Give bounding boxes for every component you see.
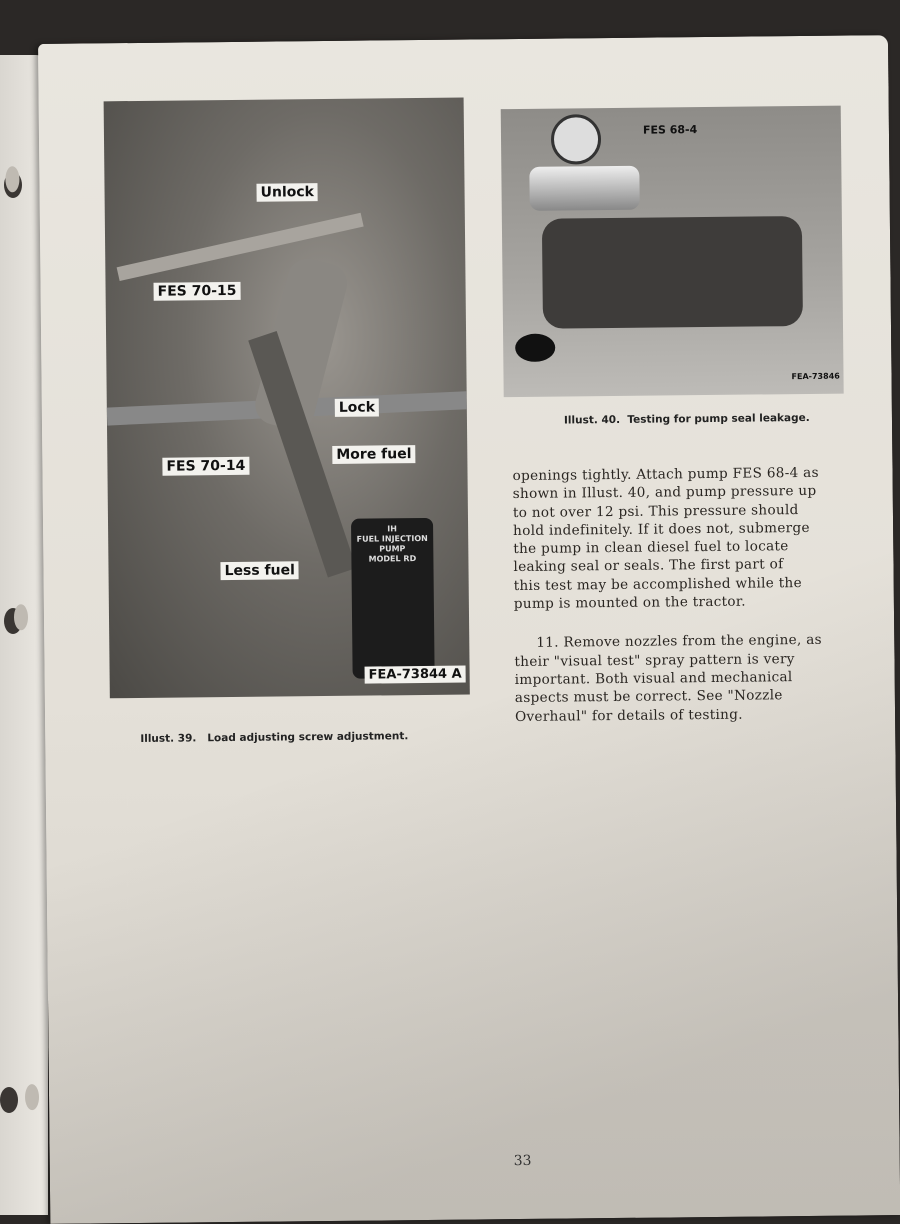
text-line: aspects must be correct. See "Nozzle	[514, 687, 783, 707]
label-fes-68-4: FES 68-4	[642, 123, 698, 137]
label-fes-70-15: FES 70-15	[154, 282, 241, 301]
pressure-gauge	[551, 114, 602, 165]
text-line: Overhaul" for details of testing.	[514, 706, 743, 725]
illust-40-caption: Illust. 40. Testing for pump seal leakage.	[563, 411, 810, 427]
binder-hole	[25, 1084, 39, 1110]
text-line: hold indefinitely. If it does not, submerge	[513, 519, 810, 539]
text-line: this test may be accomplished while the	[513, 574, 802, 594]
body-text	[512, 463, 885, 726]
illust-39-caption: Illust. 39. Load adjusting screw adjustment.	[140, 730, 409, 745]
nameplate-text: IH	[387, 524, 397, 534]
text-line: the pump in clean diesel fuel to locate	[513, 538, 789, 558]
nameplate-text: PUMP	[379, 544, 406, 554]
text-line: 11. Remove nozzles from the engine, as	[536, 632, 822, 652]
illust-40-photo	[501, 106, 844, 398]
binder-hole	[14, 604, 28, 630]
binder-hole	[5, 166, 19, 192]
text-line: shown in Illust. 40, and pump pressure up	[512, 483, 817, 503]
label-unlock: Unlock	[256, 183, 318, 202]
text-line: important. Both visual and mechanical	[514, 669, 793, 689]
text-line: openings tightly. Attach pump FES 68-4 as	[512, 464, 819, 485]
manual-page	[38, 35, 900, 1224]
hand-pump-bulb	[515, 334, 555, 362]
label-fes-70-14: FES 70-14	[162, 457, 249, 476]
page-number: 33	[513, 1152, 532, 1170]
illust-39-photo	[104, 98, 470, 699]
figure-id-39: FEA-73844 A	[365, 666, 466, 684]
text-line: leaking seal or seals. The first part of	[513, 556, 784, 576]
nameplate-text: MODEL RD	[368, 554, 417, 564]
nameplate-text: FUEL INJECTION	[356, 533, 428, 544]
label-lock: Lock	[335, 398, 379, 416]
binder-hole	[0, 1087, 18, 1113]
text-line: pump is mounted on the tractor.	[513, 593, 746, 613]
pump-nameplate	[351, 518, 435, 679]
label-less-fuel: Less fuel	[220, 561, 298, 580]
text-line: their "visual test" spray pattern is very	[514, 650, 795, 670]
label-more-fuel: More fuel	[332, 445, 415, 464]
text-line: to not over 12 psi. This pressure should	[512, 501, 799, 521]
figure-id-40: FEA-73846	[791, 371, 840, 382]
